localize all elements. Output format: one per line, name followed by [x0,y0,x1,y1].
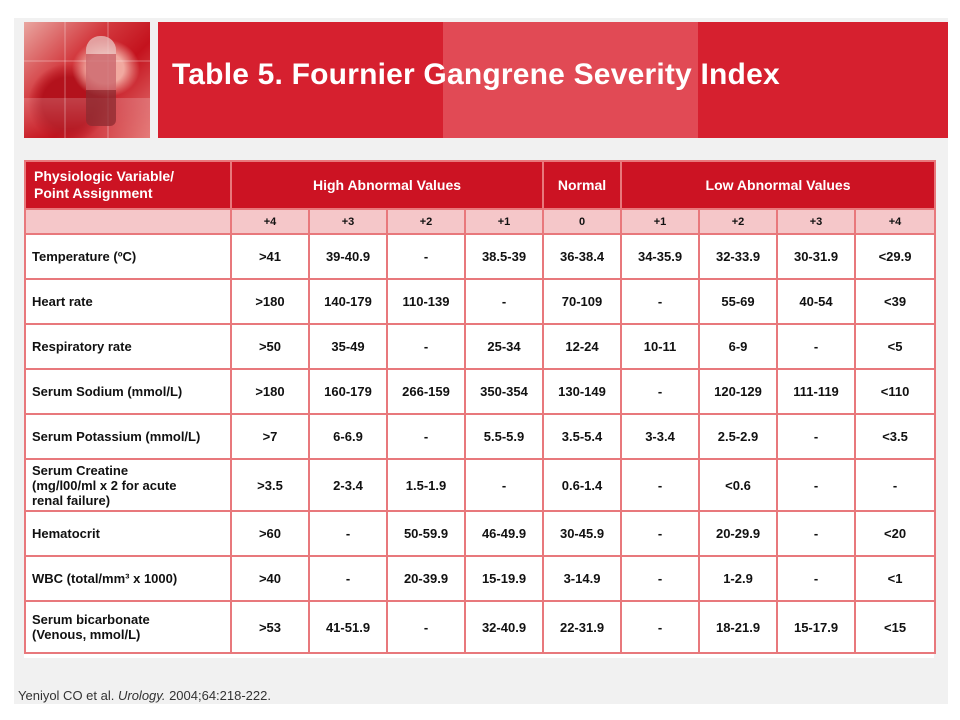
variable-name-line: Heart rate [32,294,93,309]
value-cell: <5 [855,324,935,369]
value-cell: <110 [855,369,935,414]
table-row [25,459,935,511]
value-cell: 140-179 [309,279,387,324]
value-cell: - [855,459,935,511]
points-cell: +4 [231,209,309,234]
variable-header-line-1: Physiologic Variable/ [34,168,175,184]
value-cell: 36-38.4 [543,234,621,279]
slide-title: Table 5. Fournier Gangrene Severity Index [172,58,780,91]
header-photo [24,22,150,138]
variable-name-line: Serum bicarbonate [32,612,150,627]
value-cell: 22-31.9 [543,601,621,653]
value-cell: <0.6 [699,459,777,511]
value-cell: >40 [231,556,309,601]
variable-name-line: (Venous, mmol/L) [32,627,141,642]
value-cell: - [621,556,699,601]
value-cell: - [387,601,465,653]
value-cell: 3-14.9 [543,556,621,601]
value-cell: 25-34 [465,324,543,369]
value-cell: 1.5-1.9 [387,459,465,511]
value-cell: 120-129 [699,369,777,414]
value-cell: - [387,324,465,369]
value-cell: 1-2.9 [699,556,777,601]
table-body [25,234,935,653]
value-cell: 55-69 [699,279,777,324]
data-table [24,160,936,654]
points-cell: +3 [309,209,387,234]
value-cell: 2-3.4 [309,459,387,511]
value-cell: - [621,459,699,511]
value-cell: >180 [231,369,309,414]
table-row [25,511,935,556]
value-cell: 32-40.9 [465,601,543,653]
value-cell: <29.9 [855,234,935,279]
variable-name-cell [25,414,231,459]
value-cell: 111-119 [777,369,855,414]
value-cell: - [309,511,387,556]
variable-header [25,161,231,209]
value-cell: 30-45.9 [543,511,621,556]
table-row [25,234,935,279]
value-cell: - [621,511,699,556]
value-cell: 5.5-5.9 [465,414,543,459]
value-cell: 20-29.9 [699,511,777,556]
citation-authors: Yeniyol CO et al. [18,688,115,703]
points-row-spacer [25,209,231,234]
value-cell: 6-6.9 [309,414,387,459]
value-cell: 2.5-2.9 [699,414,777,459]
value-cell: 41-51.9 [309,601,387,653]
value-cell: 20-39.9 [387,556,465,601]
table-row [25,279,935,324]
value-cell: 39-40.9 [309,234,387,279]
variable-name-cell [25,279,231,324]
value-cell: <15 [855,601,935,653]
value-cell: <3.5 [855,414,935,459]
value-cell: 0.6-1.4 [543,459,621,511]
value-cell: <39 [855,279,935,324]
value-cell: 266-159 [387,369,465,414]
value-cell: 160-179 [309,369,387,414]
value-cell: 46-49.9 [465,511,543,556]
value-cell: 50-59.9 [387,511,465,556]
points-cell: 0 [543,209,621,234]
value-cell: >60 [231,511,309,556]
value-cell: >50 [231,324,309,369]
table-row [25,414,935,459]
table-row [25,556,935,601]
value-cell: 34-35.9 [621,234,699,279]
variable-name-cell [25,556,231,601]
value-cell: 3-3.4 [621,414,699,459]
variable-name-cell [25,324,231,369]
citation-journal: Urology. [117,688,166,703]
value-cell: - [465,279,543,324]
variable-name-cell [25,511,231,556]
value-cell: - [777,511,855,556]
variable-name-line: Serum Potassium (mmol/L) [32,429,201,444]
table-row [25,369,935,414]
value-cell: 10-11 [621,324,699,369]
value-cell: 350-354 [465,369,543,414]
value-cell: 130-149 [543,369,621,414]
value-cell: 15-17.9 [777,601,855,653]
variable-header-line-2: Point Assignment [34,185,153,201]
value-cell: 18-21.9 [699,601,777,653]
value-cell: - [621,369,699,414]
variable-name-cell [25,369,231,414]
value-cell: >3.5 [231,459,309,511]
table-row [25,601,935,653]
value-cell: 32-33.9 [699,234,777,279]
variable-name-line: Temperature (ºC) [32,249,137,264]
variable-name-line: WBC (total/mm³ x 1000) [32,571,178,586]
value-cell: 70-109 [543,279,621,324]
value-cell: - [387,414,465,459]
value-cell: 3.5-5.4 [543,414,621,459]
normal-header: Normal [543,161,621,209]
points-cell: +2 [699,209,777,234]
value-cell: - [309,556,387,601]
value-cell: 40-54 [777,279,855,324]
points-cell: +3 [777,209,855,234]
value-cell: <20 [855,511,935,556]
running-figure-image [86,36,116,126]
points-row [25,209,935,234]
variable-name-cell [25,234,231,279]
value-cell: - [465,459,543,511]
value-cell: >41 [231,234,309,279]
variable-name-line: renal failure) [32,492,111,508]
value-cell: >53 [231,601,309,653]
variable-name-cell [25,601,231,653]
group-header-row [25,161,935,209]
high-abnormal-header: High Abnormal Values [231,161,543,209]
value-cell: 30-31.9 [777,234,855,279]
low-abnormal-header: Low Abnormal Values [621,161,935,209]
value-cell: >180 [231,279,309,324]
value-cell: 35-49 [309,324,387,369]
value-cell: - [777,414,855,459]
value-cell: - [621,601,699,653]
points-cell: +4 [855,209,935,234]
value-cell: <1 [855,556,935,601]
variable-name-line: Hematocrit [32,526,100,541]
variable-name-line: Serum Sodium (mmol/L) [32,384,183,399]
value-cell: >7 [231,414,309,459]
value-cell: - [777,324,855,369]
citation [18,688,271,703]
value-cell: 110-139 [387,279,465,324]
value-cell: - [387,234,465,279]
points-cell: +1 [621,209,699,234]
value-cell: 15-19.9 [465,556,543,601]
value-cell: - [777,556,855,601]
value-cell: 38.5-39 [465,234,543,279]
value-cell: - [777,459,855,511]
value-cell: 12-24 [543,324,621,369]
variable-name-line: Serum Creatine [32,462,129,478]
points-cell: +1 [465,209,543,234]
table-row [25,324,935,369]
severity-index-table [24,160,934,658]
variable-name-cell [25,459,231,511]
value-cell: 6-9 [699,324,777,369]
points-cell: +2 [387,209,465,234]
value-cell: - [621,279,699,324]
citation-ref: 2004;64:218-222. [169,688,271,703]
variable-name-line: Respiratory rate [32,339,132,354]
variable-name-line: (mg/l00/ml x 2 for acute [32,477,177,493]
